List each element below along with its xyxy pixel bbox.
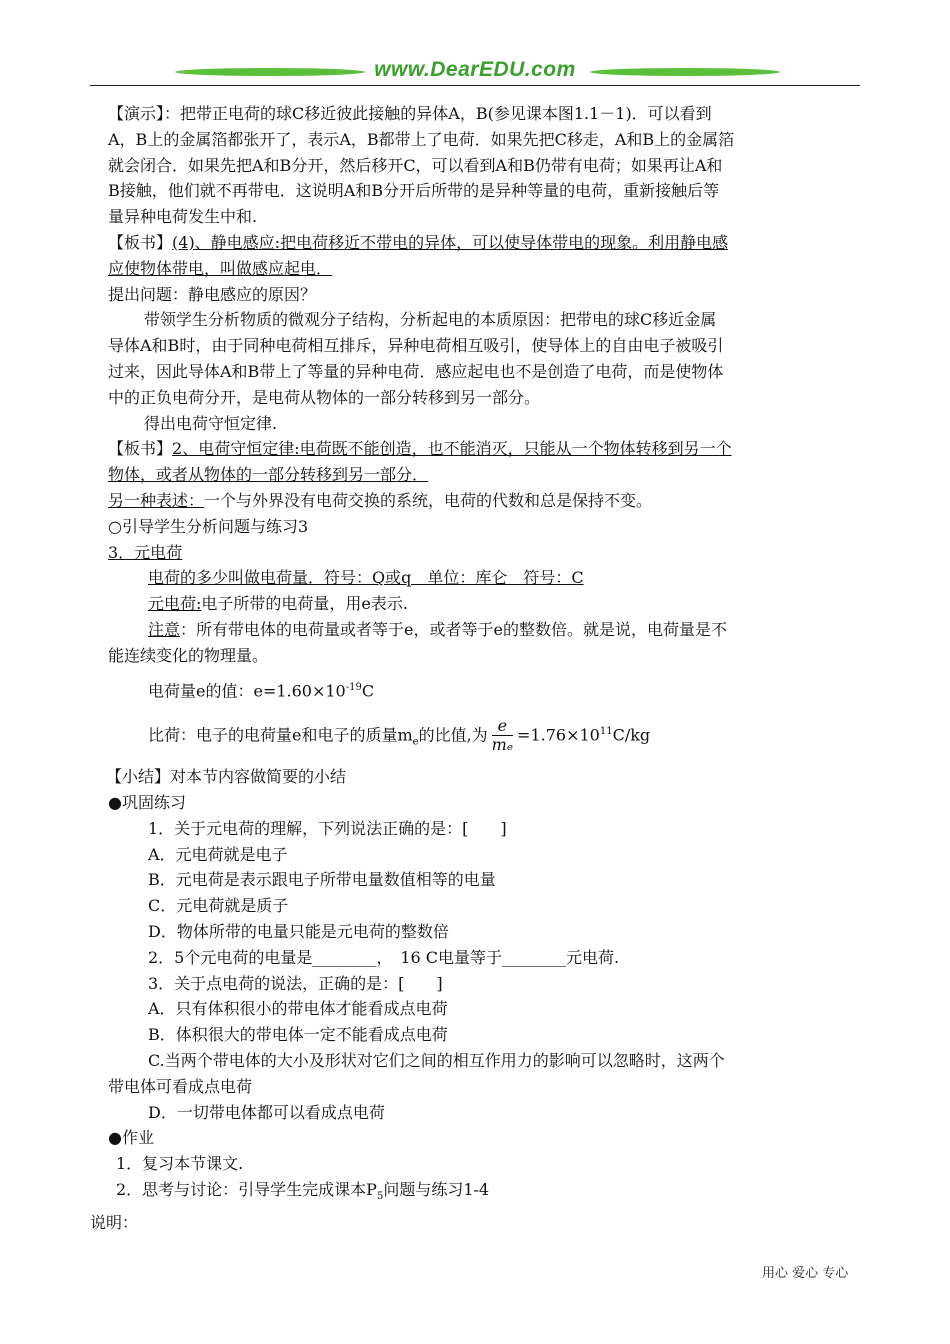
specific-charge-fraction: $\frac{e}{\text{mₑ}}$ (491, 715, 514, 754)
board-note-conservation: 【板书】2、电荷守恒定律:电荷既不能创造，也不能消灭，只能从一个物体转移到另一个 (108, 439, 732, 459)
page-footer: 用心 爱心 专心 (762, 1266, 849, 1281)
summary-line: 【小结】对本节内容做简要的小结 (106, 767, 347, 787)
elementary-charge-definition: 元电荷:电子所带的电荷量，用e表示. (148, 594, 408, 614)
q1-option: B．元电荷是表示跟电子所带电量数值相等的电量 (148, 870, 496, 890)
demo-label: 【演示】 (108, 104, 165, 123)
question-line: 提出问题：静电感应的原因？ (108, 284, 317, 304)
practice-title: ●巩固练习 (108, 792, 186, 812)
q3-option: D．一切带电体都可以看成点电荷 (148, 1102, 385, 1122)
q1-option: A．元电荷就是电子 (148, 844, 288, 864)
charge-definition: 电荷的多少叫做电荷量．符号：Q或q 单位：库仑 符号：C (148, 568, 584, 588)
board-note-induction: 【板书】(4)、静电感应:把电荷移近不带电的异体，可以使导体带电的现象。利用静电感 (108, 232, 729, 252)
alternate-statement: 另一种表述：一个与外界没有电荷交换的系统，电荷的代数和总是保持不变。 (108, 490, 653, 510)
q3-option: B．体积很大的带电体一定不能看成点电荷 (148, 1025, 448, 1045)
section-title-elementary-charge: 3．元电荷 (108, 542, 183, 562)
analysis-paragraph: 带领学生分析物质的微观分子结构，分析起电的本质原因：把带电的球C移近金属 (144, 310, 717, 330)
e-value-line: 电荷量e的值：$e=1.60\times 10^{-19}C$ (148, 680, 375, 700)
demo-paragraph: 【演示】：把带正电荷的球C移近彼此接触的异体A，B(参见课本图1.1－1)．可以看到 (108, 104, 712, 123)
specific-charge-line: 比荷：电子的电荷量e和电子的质量$m_e$的比值,为 $\frac{e}{\text{mₑ}}$ $=1.76\times 10^{11}C/kg$ (148, 715, 651, 754)
page-header (90, 58, 860, 90)
document-body: 【演示】：把带正电荷的球C移近彼此接触的异体A，B(参见课本图1.1－1)．可以看到 A，B上的金属箔都张开了，表示A，B都带上了电荷．如果先把C移走，A和B上的金属箔 就会闭合．如果先把A和B分开，然后移开C，可以看到A和B仍带有电荷；如果再让A和 B接触，他们就不再带电．这说明A和B分开后所带的是异种等量的电荷，重新接触后等 量异种电荷发生中和. 【板书】(4)、静电感应:把电荷移近不带电的异体，可以使导体带电的现象。利用静电感 应使物体带电，叫做感应起电． 提出问题：静电感应的原因？ 带领学生分析物质的微观分子结构，分析起电的本质原因：把带电的球C移近金属 导体A和B时，由于同种电荷相互排斥，异种电荷相互吸引，使导体上的自由电子被吸引 过来，因此导体A和B带上了等量的异种电荷．感应起电也不是创造了电荷，而是使物体 中的正负电荷分开，是电荷从物体的一部分转移到另一部分。 得出电荷守恒定律. 【板书】2、电荷守恒定律:电荷既不能创造，也不能消灭，只能从一个物体转移到另一个 物体，或者从物体的一部分转移到另一部分． 另一种表述：一个与外界没有电荷交换的系统，电荷的代数和总是保持不变。 ○引导学生分析问题与练习3 3．元电荷 电荷的多少叫做电荷量．符号：Q或q 单位：库仑 符号：C 元电荷:电子所带的电荷量，用e表示. 注意：所有带电体的电荷量或者等于e，或者等于e的整数倍。就是说，电荷量是不 能连续变化的物理量。 电荷量e的值：$e=1.60\times 10^{-19}C$ 比荷：电子的电荷量e和电子的质量$m_e$的比值,为 $\frac{e}{\text{mₑ}}$ $=1.76\times 10^{11}C/kg$ 【小结】对本节内容做简要的小结 ●巩固练习 1．关于元电荷的理解，下列说法正确的是：[ ] A．元电荷就是电子 B．元电荷是表示跟电子所带电量数值相等的电量 C．元电荷就是质子 D．物体所带的电量只能是元电荷的整数倍 2．5个元电荷的电量是________， 16 C电量等于________元电荷. 3．关于点电荷的说法，正确的是：[ ] A．只有体积很小的带电体才能看成点电荷 B．体积很大的带电体一定不能看成点电荷 C.当两个带电体的大小及形状对它们之间的相互作用力的影响可以忽略时，这两个 带电体可看成点电荷 D．一切带电体都可以看成点电荷 ●作业 1．复习本节课文. 2．思考与讨论：引导学生完成课本$P_5$问题与练习1-4 说明： (108, 101, 832, 1236)
question-3: 3．关于点电荷的说法，正确的是：[ ] (148, 973, 443, 993)
right-swoosh-decoration (590, 68, 780, 76)
question-2: 2．5个元电荷的电量是________， 16 C电量等于________元电荷. (148, 947, 620, 967)
brand-logo: www.DearEDU.com (374, 58, 576, 81)
homework-title: ●作业 (108, 1128, 154, 1148)
q3-option: A．只有体积很小的带电体才能看成点电荷 (148, 999, 448, 1019)
question-1: 1．关于元电荷的理解，下列说法正确的是：[ ] (148, 818, 507, 838)
note-paragraph: 注意：所有带电体的电荷量或者等于e，或者等于e的整数倍。就是说，电荷量是不 (148, 619, 727, 639)
q1-option: C．元电荷就是质子 (148, 896, 289, 916)
homework-item: 1．复习本节课文. (116, 1154, 244, 1174)
conclusion-line: 得出电荷守恒定律. (144, 413, 278, 433)
explanation-label: 说明： (90, 1212, 139, 1232)
homework-item: 2．思考与讨论：引导学生完成课本$P_5$问题与练习1-4 (116, 1179, 490, 1203)
exercise-intro: ○引导学生分析问题与练习3 (108, 516, 309, 536)
header-rule (90, 85, 860, 86)
q1-option: D．物体所带的电量只能是元电荷的整数倍 (148, 921, 449, 941)
q3-option: C.当两个带电体的大小及形状对它们之间的相互作用力的影响可以忽略时，这两个 (148, 1050, 725, 1070)
